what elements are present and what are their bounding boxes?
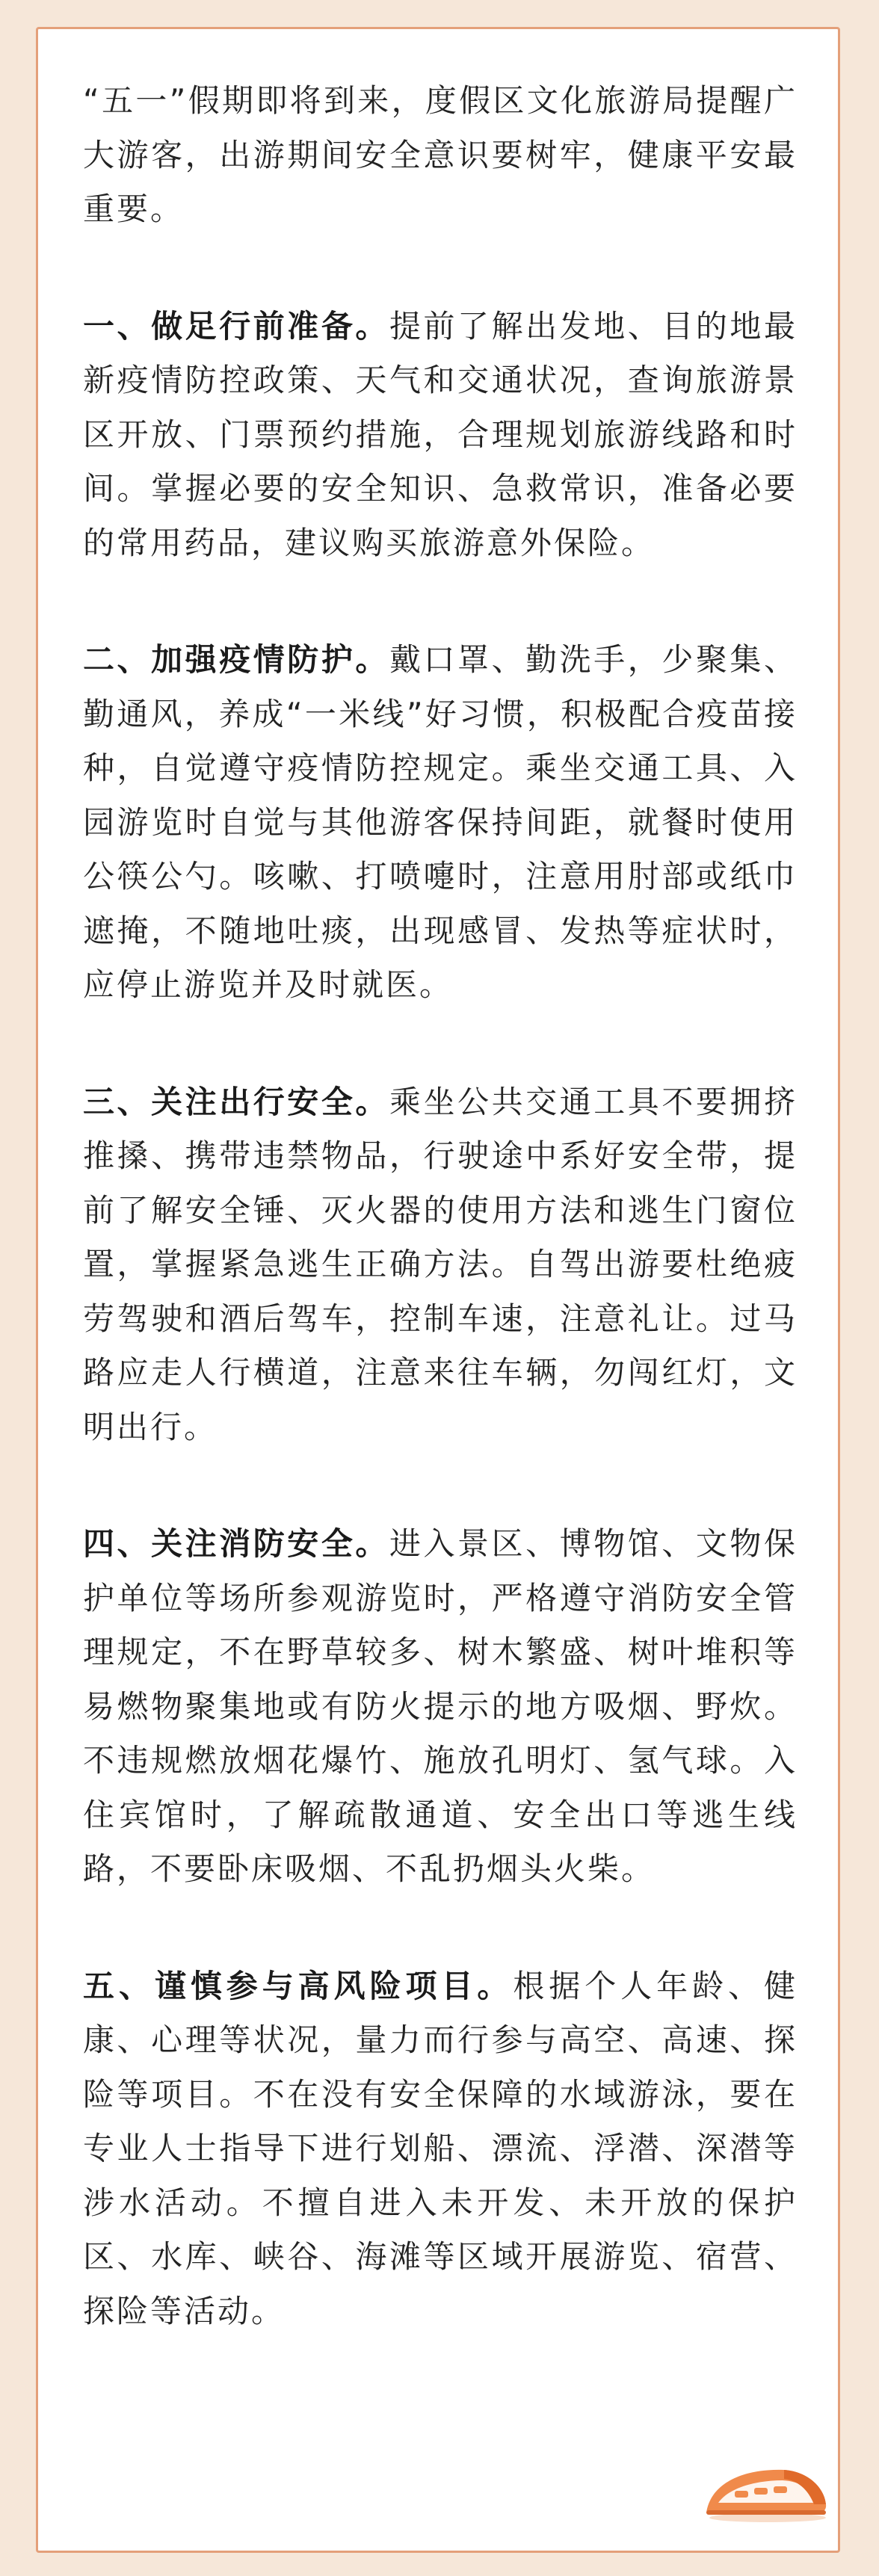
section-4-body: 进入景区、博物馆、文物保护单位等场所参观游览时，严格遵守消防安全管理规定，不在野草较多、树木繁盛、树叶堆积等易燃物聚集地或有防火提示的地方吸烟、野炊。不违规燃放烟花爆竹、施放孔明灯、氢气球。入住宾馆时，了解疏散通道、安全出口等逃生线路，不要卧床吸烟、不乱扔烟头火柴。 xyxy=(83,1525,798,1887)
section-1-heading: 一、做足行前准备。 xyxy=(83,307,389,345)
section-4-heading: 四、关注消防安全。 xyxy=(83,1525,389,1562)
intro-paragraph: “五一”假期即将到来，度假区文化旅游局提醒广大游客，出游期间安全意识要树牢，健康平安最重要。 xyxy=(83,82,798,227)
section-2-heading: 二、加强疫情防护。 xyxy=(83,641,389,678)
section-1-paragraph xyxy=(83,300,798,571)
section-3-body: 乘坐公共交通工具不要拥挤推搡、携带违禁物品，行驶途中系好安全带，提前了解安全锤、灭火器的使用方法和逃生门窗位置，掌握紧急逃生正确方法。自驾出游要杜绝疲劳驾驶和酒后驾车，控制车速，注意礼让。过马路应走人行横道，注意来往车辆，勿闯红灯，文明出行。 xyxy=(83,1083,798,1445)
section-1-body: 提前了解出发地、目的地最新疫情防控政策、天气和交通状况，查询旅游景区开放、门票预约措施，合理规划旅游线路和时间。掌握必要的安全知识、急救常识，准备必要的常用药品，建议购买旅游意外保险。 xyxy=(83,307,798,561)
section-5-paragraph xyxy=(83,1959,798,2339)
article-content xyxy=(83,74,798,2338)
high-speed-train-icon xyxy=(696,2458,830,2525)
section-3-paragraph xyxy=(83,1075,798,1455)
section-3-heading: 三、关注出行安全。 xyxy=(83,1083,389,1120)
section-4-paragraph xyxy=(83,1517,798,1897)
section-5-body: 根据个人年龄、健康、心理等状况，量力而行参与高空、高速、探险等项目。不在没有安全保障的水域游泳，要在专业人士指导下进行划船、漂流、浮潜、深潜等涉水活动。不擅自进入未开发、未开放的保护区、水库、峡谷、海滩等区域开展游览、宿营、探险等活动。 xyxy=(83,1967,798,2329)
section-2-paragraph xyxy=(83,633,798,1013)
section-2-body: 戴口罩、勤洗手，少聚集、勤通风，养成“一米线”好习惯，积极配合疫苗接种，自觉遵守疫情防控规定。乘坐交通工具、入园游览时自觉与其他游客保持间距，就餐时使用公筷公勺。咳嗽、打喷嚏时，注意用肘部或纸巾遮掩，不随地吐痰，出现感冒、发热等症状时，应停止游览并及时就医。 xyxy=(83,641,798,1003)
article-card xyxy=(36,27,840,2553)
section-5-heading: 五、谨慎参与高风险项目。 xyxy=(83,1967,513,2004)
